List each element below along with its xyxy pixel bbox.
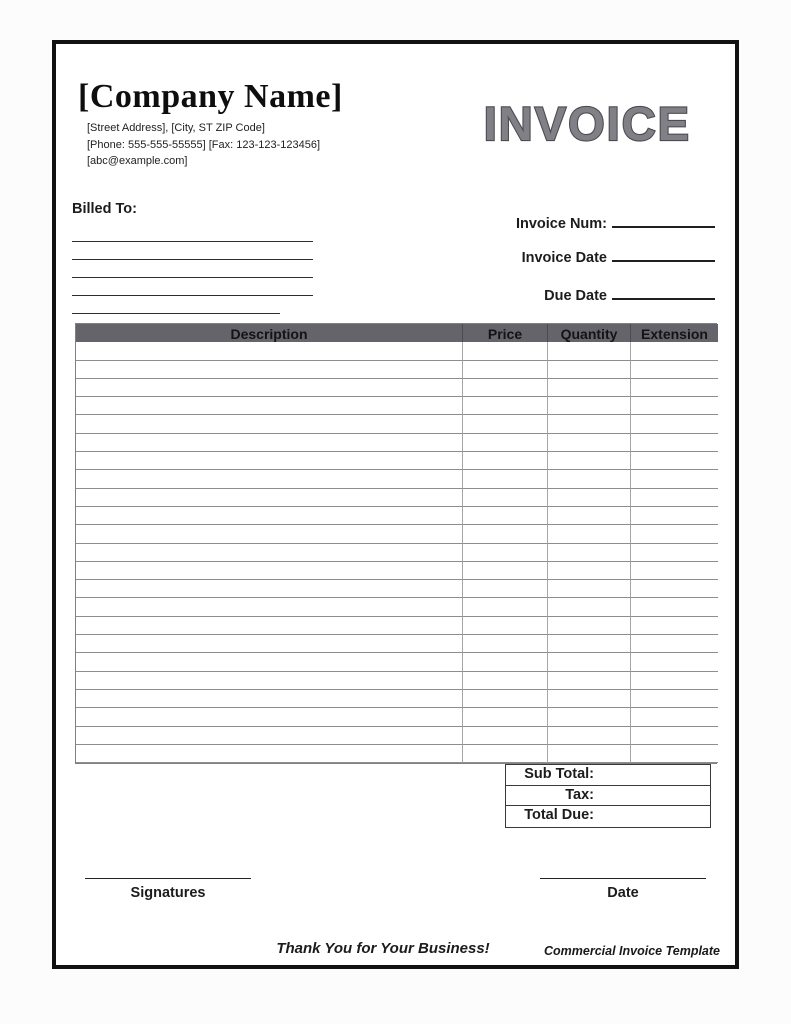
table-cell[interactable] [463,727,548,745]
company-phone-fax: [Phone: 555-555-55555] [Fax: 123-123-123456] [87,138,321,151]
table-cell[interactable] [548,434,631,452]
table-cell[interactable] [631,580,718,598]
template-name: Commercial Invoice Template [544,944,720,958]
table-cell[interactable] [548,617,631,635]
totals-box [505,764,711,828]
table-header-cell: Price [463,324,548,344]
table-cell[interactable] [463,617,548,635]
table-cell[interactable] [463,489,548,507]
table-cell[interactable] [76,397,463,415]
table-cell[interactable] [548,361,631,379]
date-blank-line[interactable] [540,878,706,879]
invoice-date-field [522,250,715,266]
date-label: Date [607,885,639,901]
tax-label: Tax: [565,786,594,803]
table-cell[interactable] [548,507,631,525]
table-cell[interactable] [463,434,548,452]
table-cell[interactable] [76,379,463,397]
table-cell[interactable] [548,708,631,726]
subtotal-label: Sub Total: [524,766,594,782]
table-cell[interactable] [76,342,463,360]
table-cell[interactable] [76,434,463,452]
table-cell[interactable] [463,507,548,525]
table-cell[interactable] [76,672,463,690]
table-cell[interactable] [631,672,718,690]
table-cell[interactable] [463,562,548,580]
table-cell[interactable] [631,690,718,708]
billed-to-blank-line[interactable] [72,242,313,260]
table-cell[interactable] [631,653,718,671]
table-cell[interactable] [463,397,548,415]
due-date-field [544,288,715,304]
table-cell[interactable] [631,470,718,488]
tax-row[interactable] [506,786,710,807]
table-cell[interactable] [463,580,548,598]
table-cell[interactable] [463,653,548,671]
invoice-num-field [516,216,715,232]
total-due-label: Total Due: [524,807,594,823]
table-cell[interactable] [76,745,463,763]
table-cell[interactable] [548,397,631,415]
table-cell[interactable] [76,598,463,616]
page-frame [52,40,739,969]
table-cell[interactable] [631,598,718,616]
table-cell[interactable] [463,415,548,433]
billed-to-blank-line[interactable] [72,278,313,296]
table-cell[interactable] [463,708,548,726]
total-due-row[interactable] [506,806,710,827]
thank-you-message: Thank You for Your Business! [276,940,490,957]
table-cell[interactable] [463,379,548,397]
table-cell[interactable] [76,708,463,726]
table-cell[interactable] [631,525,718,543]
table-header-cell: Description [76,324,463,344]
invoice-num-blank-line[interactable] [612,216,715,228]
billed-to-label: Billed To: [72,201,137,217]
table-cell[interactable] [631,452,718,470]
billed-to-lines [72,224,313,314]
table-cell[interactable] [631,397,718,415]
table-cell[interactable] [631,434,718,452]
table-header-cell: Quantity [548,324,631,344]
table-cell[interactable] [76,525,463,543]
billed-to-blank-line[interactable] [72,260,313,278]
table-cell[interactable] [548,452,631,470]
table-cell[interactable] [76,489,463,507]
due-date-blank-line[interactable] [612,288,715,300]
company-name: [Company Name] [78,78,343,115]
table-cell[interactable] [548,415,631,433]
table-cell[interactable] [548,525,631,543]
table-cell[interactable] [631,507,718,525]
table-cell[interactable] [631,745,718,763]
invoice-date-label: Invoice Date [521,250,607,266]
table-cell[interactable] [463,544,548,562]
table-cell[interactable] [76,452,463,470]
table-cell[interactable] [463,361,548,379]
table-cell[interactable] [548,580,631,598]
table-cell[interactable] [76,415,463,433]
table-cell[interactable] [631,415,718,433]
company-email: [abc@example.com] [87,155,188,167]
company-address: [Street Address], [City, ST ZIP Code] [87,122,265,134]
table-cell[interactable] [631,379,718,397]
table-cell[interactable] [548,379,631,397]
table-cell[interactable] [631,489,718,507]
table-cell[interactable] [548,598,631,616]
table-cell[interactable] [631,727,718,745]
table-cell[interactable] [463,672,548,690]
items-table [75,323,717,764]
billed-to-blank-line[interactable] [72,296,280,314]
table-cell[interactable] [548,635,631,653]
table-cell[interactable] [76,470,463,488]
table-cell[interactable] [631,562,718,580]
due-date-label: Due Date [544,288,607,304]
signatures-blank-line[interactable] [85,878,251,879]
table-cell[interactable] [548,470,631,488]
table-cell[interactable] [463,342,548,360]
invoice-date-blank-line[interactable] [612,250,715,262]
table-cell[interactable] [548,489,631,507]
table-cell[interactable] [76,544,463,562]
table-header-cell: Extension [631,324,718,344]
table-cell[interactable] [463,452,548,470]
table-cell[interactable] [548,342,631,360]
table-cell[interactable] [76,617,463,635]
table-cell[interactable] [76,635,463,653]
table-cell[interactable] [76,562,463,580]
table-cell[interactable] [548,727,631,745]
table-cell[interactable] [463,745,548,763]
table-cell[interactable] [76,361,463,379]
table-cell[interactable] [548,690,631,708]
signatures-label: Signatures [130,885,206,901]
table-cell[interactable] [631,617,718,635]
table-cell[interactable] [631,361,718,379]
table-cell[interactable] [76,580,463,598]
table-cell[interactable] [631,708,718,726]
table-cell[interactable] [548,745,631,763]
table-cell[interactable] [548,562,631,580]
table-cell[interactable] [631,544,718,562]
table-cell[interactable] [76,653,463,671]
table-cell[interactable] [76,690,463,708]
table-cell[interactable] [631,342,718,360]
company-info-block [87,120,320,170]
table-cell[interactable] [463,635,548,653]
table-cell[interactable] [548,672,631,690]
table-cell[interactable] [548,653,631,671]
invoice-title: INVOICE [483,97,691,150]
invoice-num-label: Invoice Num: [515,216,607,232]
subtotal-row[interactable] [506,765,710,786]
table-cell[interactable] [76,727,463,745]
table-cell[interactable] [76,507,463,525]
table-cell[interactable] [463,525,548,543]
billed-to-blank-line[interactable] [72,224,313,242]
table-cell[interactable] [548,544,631,562]
table-cell[interactable] [631,635,718,653]
table-cell[interactable] [463,690,548,708]
table-cell[interactable] [463,470,548,488]
table-cell[interactable] [463,598,548,616]
